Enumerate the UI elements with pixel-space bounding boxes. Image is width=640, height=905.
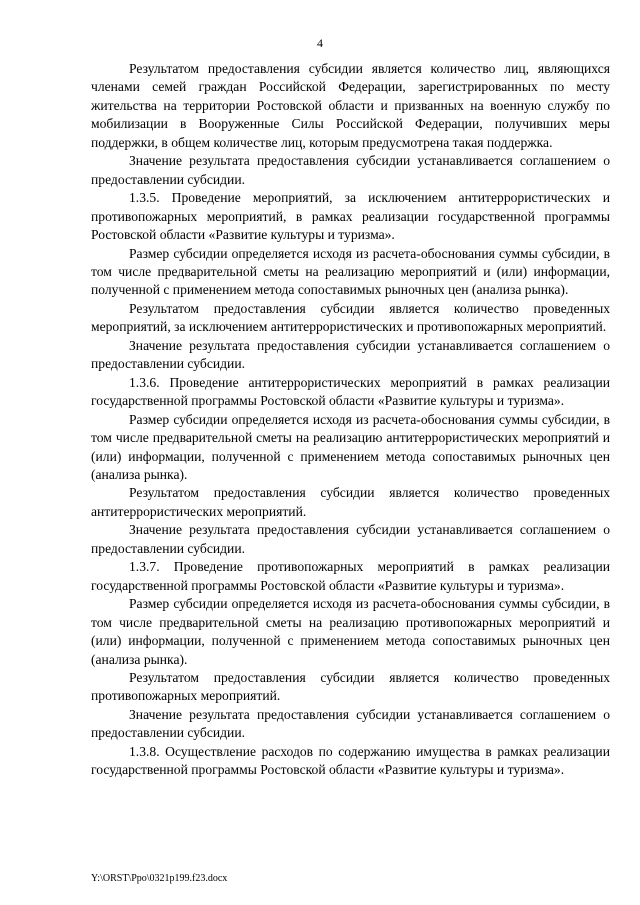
paragraph-result: Результатом предоставления субсидии является количество проведенных мероприятий, за исключением антитеррористических и противопожарных мероприятий. — [91, 300, 610, 335]
paragraph-subsidy-size: Размер субсидии определяется исходя из расчета-обоснования суммы субсидии, в том числе предварительной сметы на реализацию антитеррористических мероприятий и (или) информации, полученной с применением метода сопоставимых рыночных цен (анализа рынка). — [91, 411, 610, 482]
paragraph-result-value: Значение результата предоставления субсидии устанавливается соглашением о предоставлении субсидии. — [91, 153, 610, 187]
paragraph-item-1-3-5: 1.3.5. Проведение мероприятий, за исключением антитеррористических и противопожарных мероприятий, в рамках реализации государственной программы Ростовской области «Развитие культуры и туризма». — [91, 190, 610, 243]
paragraph-result: Результатом предоставления субсидии является количество проведенных противопожарных мероприятий. — [91, 669, 610, 704]
paragraph-subsidy-size: Размер субсидии определяется исходя из расчета-обоснования суммы субсидии, в том числе предварительной сметы на реализацию мероприятий и (или) информации, полученной с применением метода сопоставимых рыночных цен (анализа рынка). — [91, 245, 610, 298]
paragraph-result-value: Значение результата предоставления субсидии устанавливается соглашением о предоставлении субсидии. — [91, 337, 610, 372]
paragraph-subsidy-size: Размер субсидии определяется исходя из расчета-обоснования суммы субсидии, в том числе предварительной сметы на реализацию противопожарных мероприятий и (или) информации, полученной с применением метода сопоставимых рыночных цен (анализа рынка). — [91, 596, 610, 667]
paragraph-item-1-3-6: 1.3.6. Проведение антитеррористических мероприятий в рамках реализации государственной программы Ростовской области «Развитие культуры и туризма». — [91, 374, 610, 409]
paragraph-item-1-3-7: 1.3.7. Проведение противопожарных мероприятий в рамках реализации государственной программы Ростовской области «Развитие культуры и туризма». — [91, 559, 610, 593]
page-number: 4 — [317, 36, 323, 50]
paragraph-result: Результатом предоставления субсидии является количество проведенных антитеррористических мероприятий. — [91, 485, 610, 519]
paragraph-item-1-3-8: 1.3.8. Осуществление расходов по содержанию имущества в рамках реализации государственной программы Ростовской области «Развитие культуры и туризма». — [91, 743, 610, 778]
footer-file-path: Y:\ORST\Ppo\0321p199.f23.docx — [91, 873, 228, 884]
document-body — [91, 60, 610, 780]
paragraph-result-mobilized-families: Результатом предоставления субсидии является количество лиц, являющихся членами семей граждан Российской Федерации, зарегистрированных по месту жительства на территории Ростовской области и призванных на военную службу по мобилизации в Вооруженные Силы Российской Федерации, получивших меры поддержки, в общем количестве лиц, которым предусмотрена такая поддержка. — [91, 61, 610, 150]
paragraph-result-value: Значение результата предоставления субсидии устанавливается соглашением о предоставлении субсидии. — [91, 706, 610, 741]
paragraph-result-value: Значение результата предоставления субсидии устанавливается соглашением о предоставлении субсидии. — [91, 522, 610, 556]
